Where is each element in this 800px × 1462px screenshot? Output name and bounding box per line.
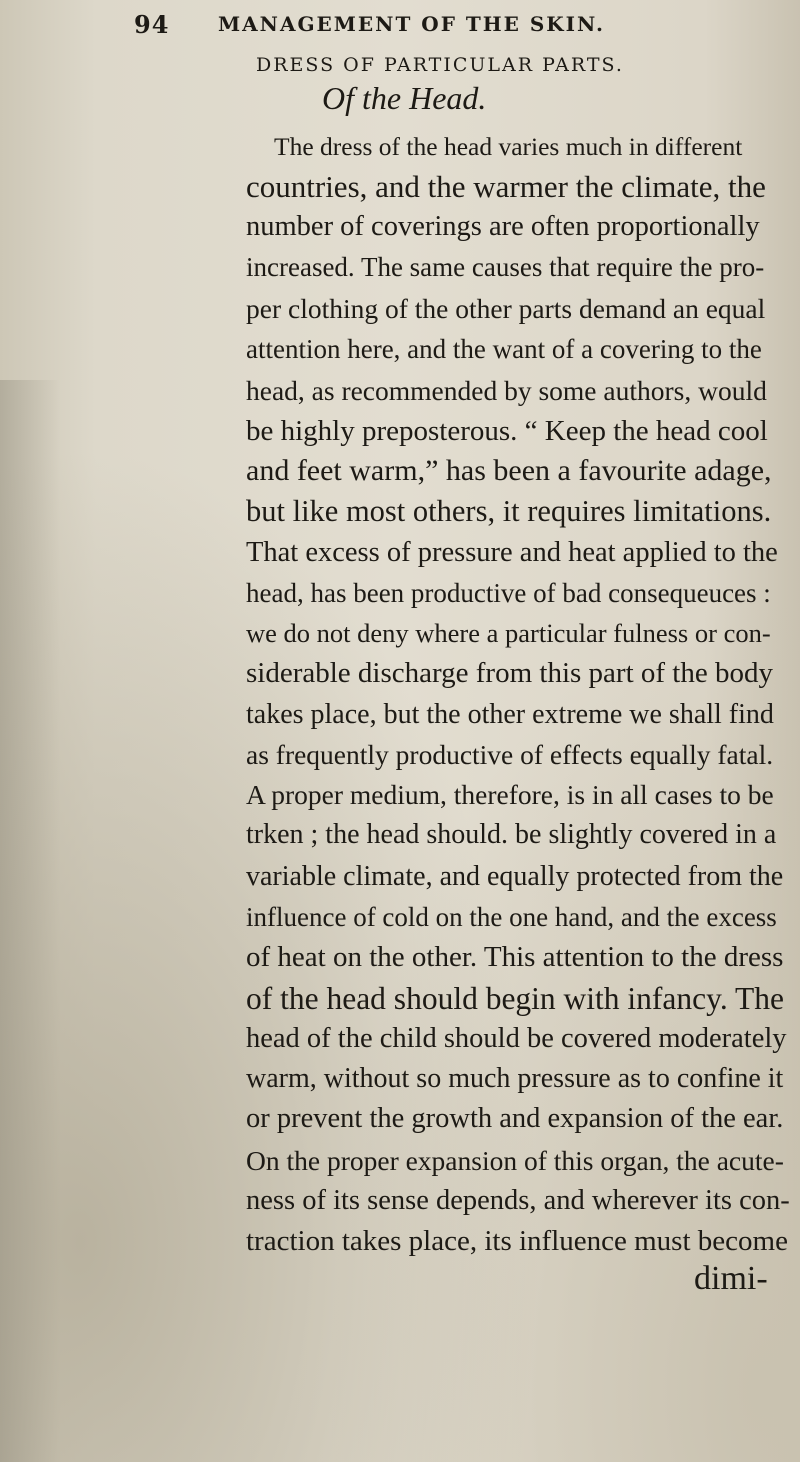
running-head: MANAGEMENT OF THE SKIN.: [218, 12, 606, 36]
text-line: A proper medium, therefore, is in all cases to be: [246, 779, 774, 810]
text-line: increased. The same causes that require the pro-: [246, 252, 765, 282]
text-line: On the proper expansion of this organ, the acute-: [246, 1145, 784, 1176]
text-line: That excess of pressure and heat applied to the: [246, 537, 778, 568]
text-line: The dress of the head varies much in different: [274, 132, 743, 161]
text-line: attention here, and the want of a covering to the: [246, 334, 762, 364]
sub-heading: Of the Head.: [322, 80, 487, 116]
text-line: of the head should begin with infancy. The: [246, 981, 784, 1016]
section-heading: DRESS OF PARTICULAR PARTS.: [256, 54, 624, 76]
text-line: siderable discharge from this part of the body: [246, 657, 773, 689]
text-line: head, as recommended by some authors, would: [246, 375, 767, 406]
text-line: variable climate, and equally protected from the: [246, 861, 784, 892]
page-header: [0, 6, 800, 42]
text-line: as frequently productive of effects equally fatal.: [246, 739, 774, 770]
text-line: we do not deny where a particular fulness or con-: [246, 618, 771, 648]
text-line: traction takes place, its influence must become: [246, 1225, 788, 1257]
text-line: warm, without so much pressure as to confine it: [246, 1063, 784, 1094]
text-line: number of coverings are often proportionally: [246, 211, 760, 242]
text-line: countries, and the warmer the climate, the: [246, 169, 766, 204]
text-line: but like most others, it requires limitations.: [246, 494, 772, 528]
text-line: takes place, but the other extreme we shall find: [246, 699, 774, 730]
text-line: per clothing of the other parts demand an equal: [246, 293, 766, 324]
text-line: of heat on the other. This attention to the dress: [246, 941, 784, 973]
text-line: and feet warm,” has been a favourite adage,: [246, 454, 772, 487]
catchword: dimi-: [694, 1260, 768, 1297]
text-line: trken ; the head should. be slightly covered in a: [246, 819, 777, 850]
text-line: or prevent the growth and expansion of the ear.: [246, 1103, 784, 1134]
text-line: ness of its sense depends, and wherever its con-: [246, 1185, 790, 1216]
page-gutter-shadow: [0, 380, 60, 1462]
page-number: 94: [134, 10, 170, 39]
text-line: be highly preposterous. “ Keep the head cool: [246, 415, 768, 447]
text-line: head, has been productive of bad consequeuces :: [246, 578, 771, 608]
text-line: head of the child should be covered moderately: [246, 1023, 787, 1054]
text-line: influence of cold on the one hand, and the excess: [246, 902, 777, 932]
